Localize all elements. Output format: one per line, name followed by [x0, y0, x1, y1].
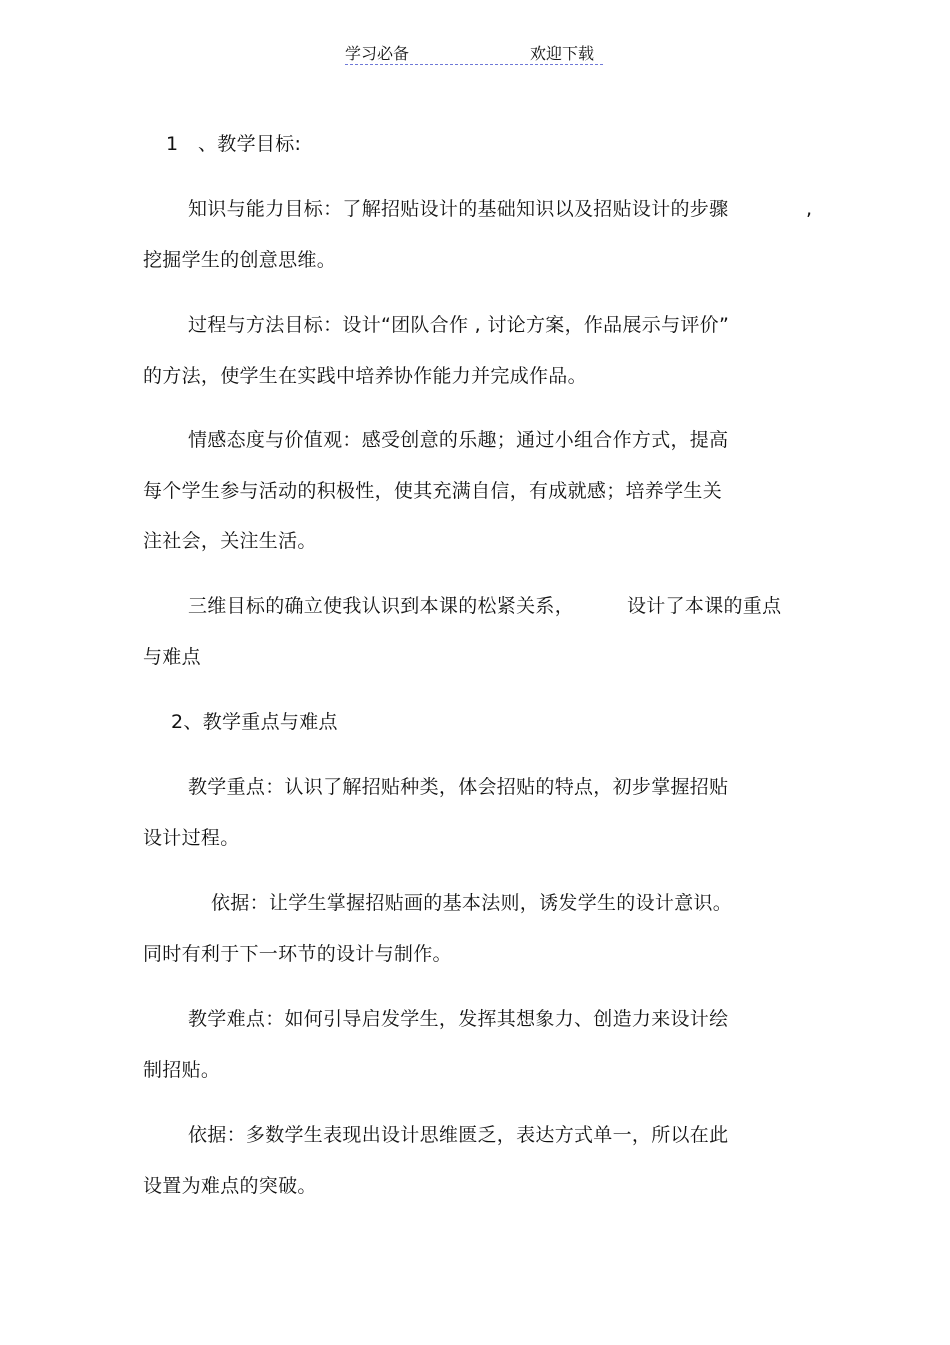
paragraph-8-line-1: 依据：多数学生表现出设计思维匮乏，表达方式单一，所以在此 [188, 1124, 729, 1146]
paragraph-7-line-1: 教学难点：如何引导启发学生，发挥其想象力、创造力来设计绘 [188, 1008, 729, 1030]
heading-1-text: 、教学目标: [198, 133, 302, 155]
paragraph-1-line-1-end: , [806, 198, 813, 220]
heading-2: 2、教学重点与难点 [171, 711, 338, 733]
header-left-text: 学习必备 [345, 44, 410, 63]
paragraph-2-line-1: 过程与方法目标：设计“团队合作 , 讨论方案，作品展示与评价” [188, 314, 730, 336]
paragraph-3-line-1: 情感态度与价值观：感受创意的乐趣；通过小组合作方式，提高 [188, 429, 729, 451]
paragraph-1-line-2: 挖掘学生的创意思维。 [143, 249, 337, 271]
paragraph-4-line-1a: 三维目标的确立使我认识到本课的松紧关系， [188, 595, 575, 617]
paragraph-4-line-2: 与难点 [143, 646, 201, 668]
paragraph-4-line-1b: 设计了本课的重点 [627, 595, 782, 617]
paragraph-8-line-2: 设置为难点的突破。 [143, 1175, 317, 1197]
paragraph-3-line-2: 每个学生参与活动的积极性，使其充满自信，有成就感；培养学生关 [143, 480, 723, 502]
paragraph-2-line-2: 的方法，使学生在实践中培养协作能力并完成作品。 [143, 365, 587, 387]
paragraph-7-line-2: 制招贴。 [143, 1059, 221, 1081]
paragraph-5-line-1: 教学重点：认识了解招贴种类，体会招贴的特点，初步掌握招贴 [188, 776, 729, 798]
paragraph-6-line-2: 同时有利于下一环节的设计与制作。 [143, 943, 452, 965]
heading-1-number: 1 [166, 133, 179, 155]
paragraph-1-line-1: 知识与能力目标：了解招贴设计的基础知识以及招贴设计的步骤 [188, 198, 729, 220]
paragraph-3-line-3: 注社会，关注生活。 [143, 530, 317, 552]
paragraph-6-line-1: 依据：让学生掌握招贴画的基本法则，诱发学生的设计意识。 [211, 892, 733, 914]
paragraph-5-line-2: 设计过程。 [143, 827, 240, 849]
header-right-text: 欢迎下载 [530, 44, 595, 63]
